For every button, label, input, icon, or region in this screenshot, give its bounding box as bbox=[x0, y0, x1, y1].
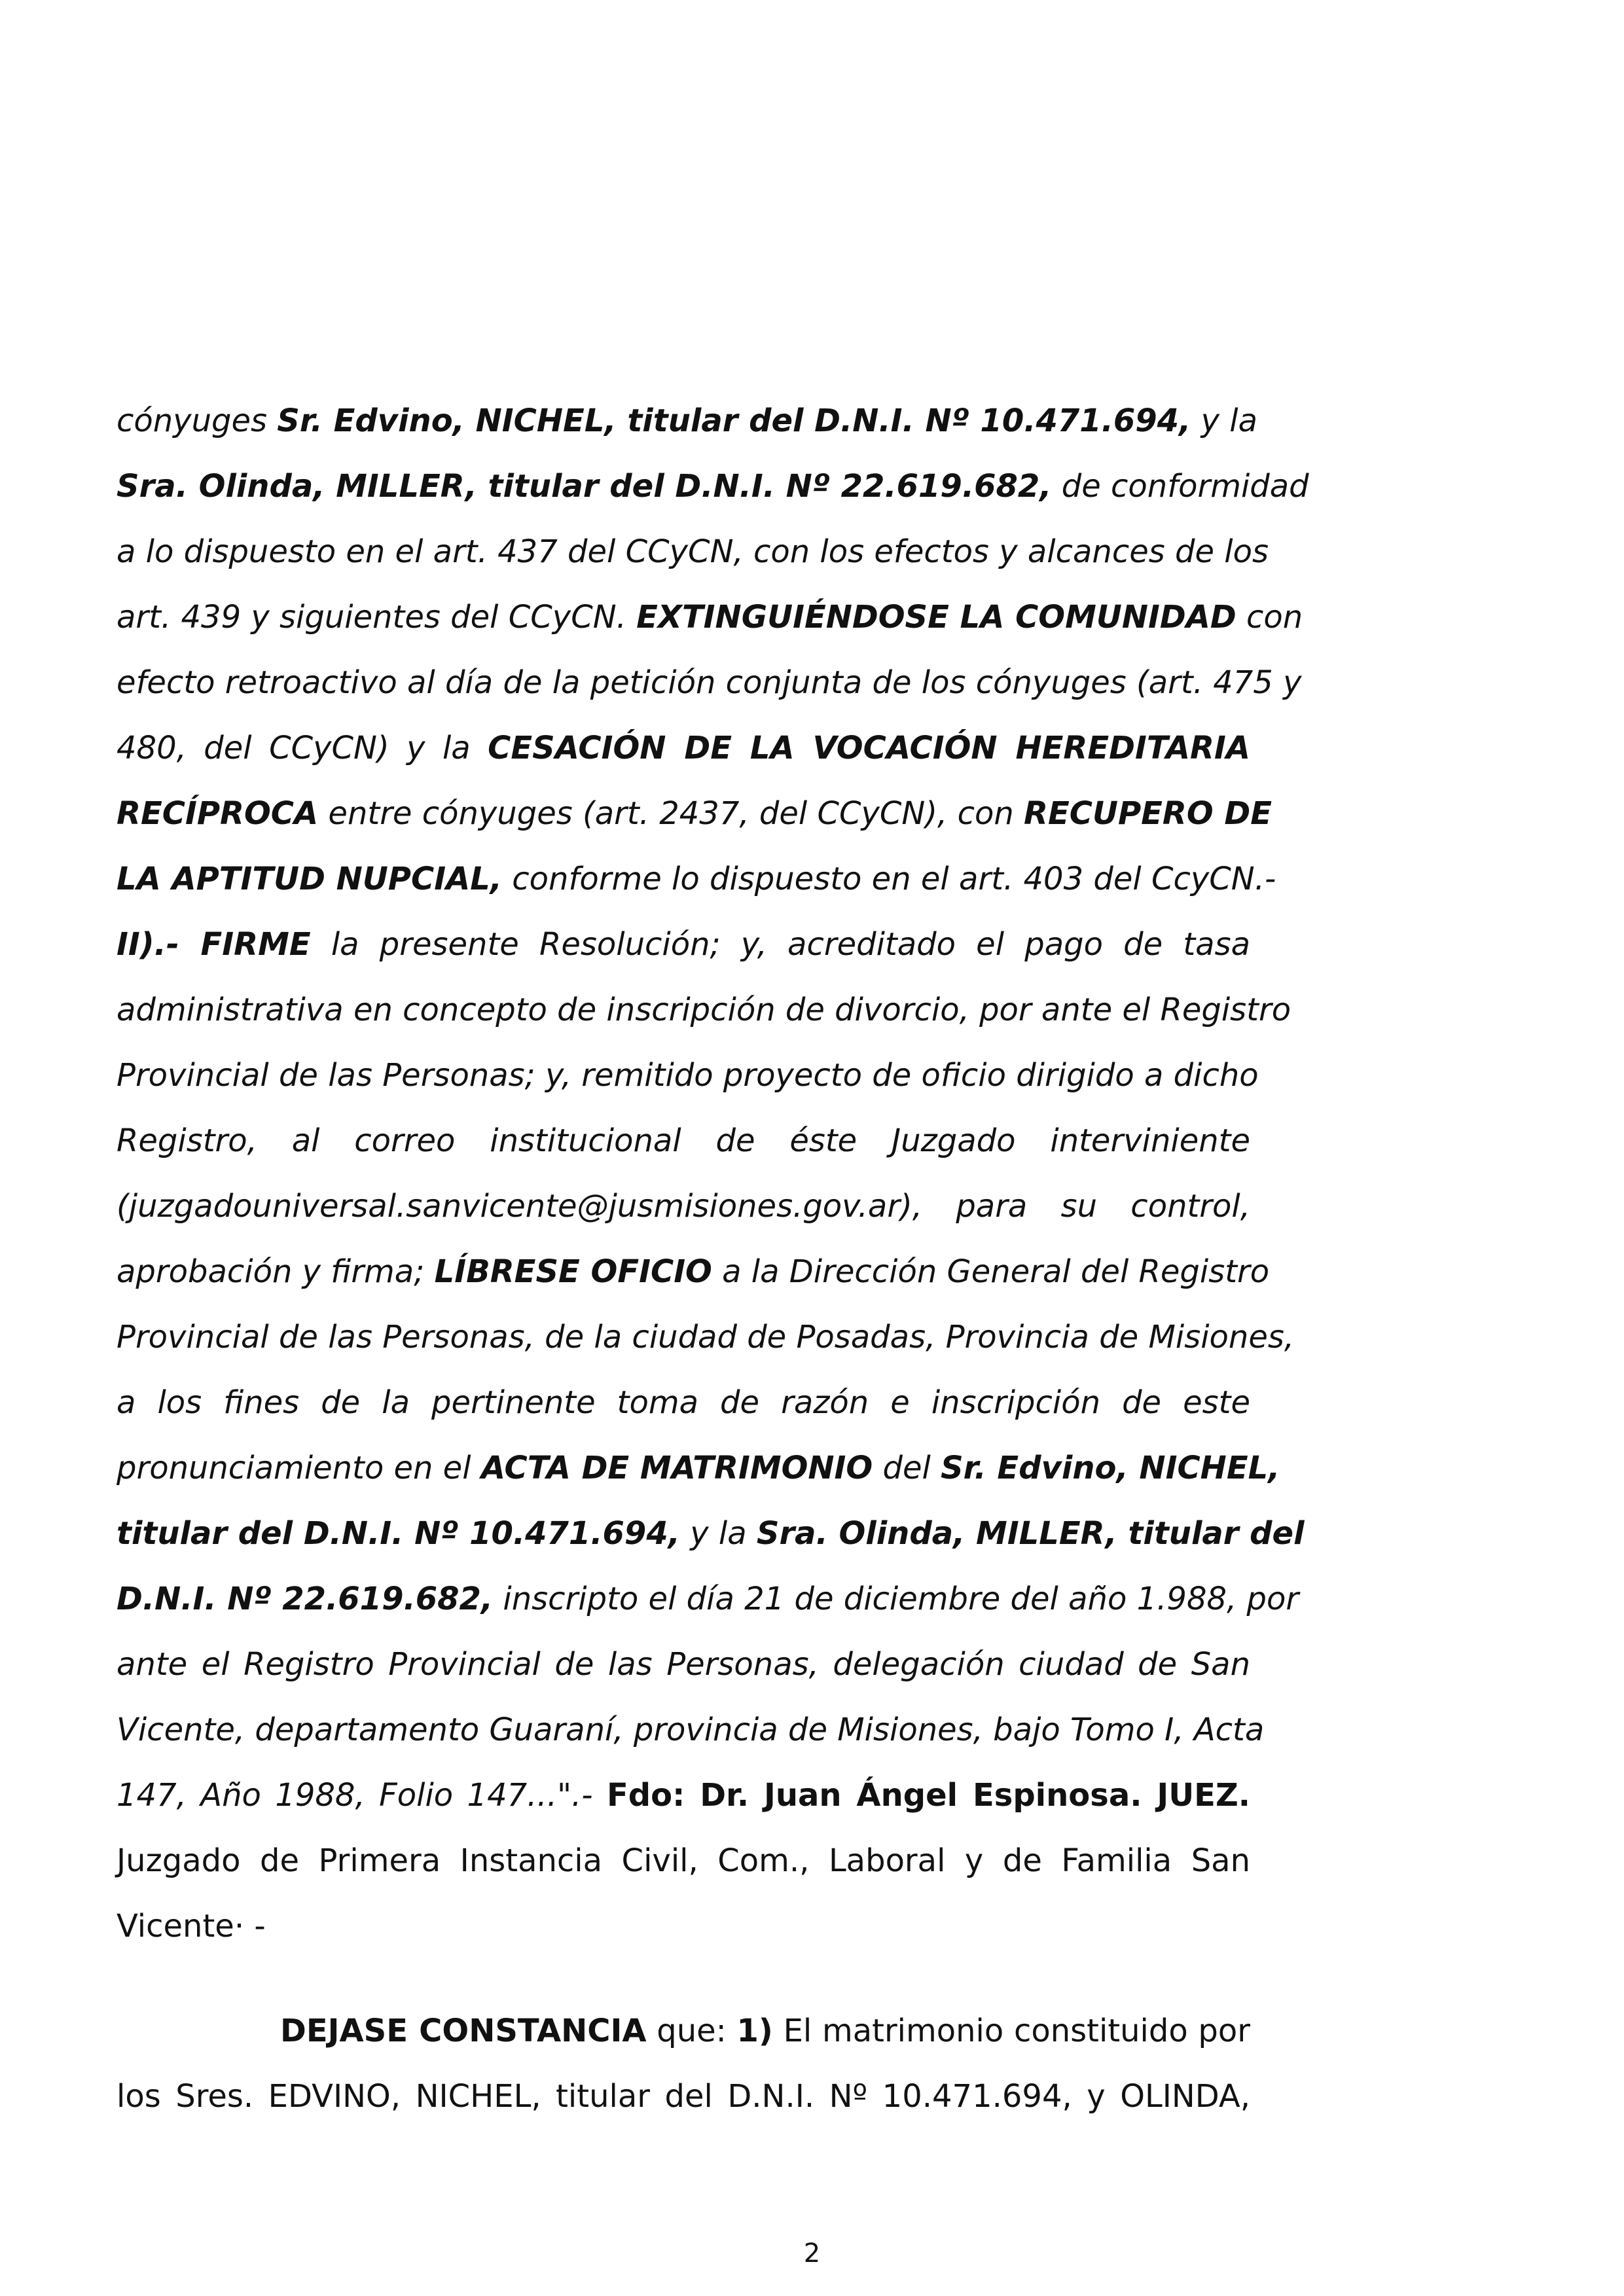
text-run: D.N.I. Nº 22.619.682, bbox=[117, 1581, 494, 1617]
text-run: pronunciamiento en el bbox=[117, 1450, 481, 1486]
text-run: Provincial de las Personas, de la ciudad de Posadas, Provincia de Misiones, bbox=[117, 1319, 1295, 1355]
text-run: 1) bbox=[736, 2013, 773, 2049]
text-line bbox=[117, 1828, 1250, 1893]
text-run: Sra. Olinda, MILLER, titular del bbox=[756, 1515, 1305, 1552]
text-line bbox=[117, 1697, 1265, 1763]
text-line bbox=[117, 1304, 1295, 1370]
text-run: Sr. Edvino, NICHEL, bbox=[941, 1450, 1280, 1486]
text-run: aprobación y firma; bbox=[117, 1253, 435, 1290]
text-run: II).- FIRME bbox=[117, 926, 311, 963]
text-run: cónyuges bbox=[117, 403, 278, 439]
text-line bbox=[117, 1174, 1250, 1239]
text-run: de conformidad bbox=[1051, 468, 1309, 505]
text-line bbox=[117, 1632, 1250, 1697]
text-run: efecto retroactivo al día de la petición conjunta de los cónyuges (art. 475 y bbox=[117, 664, 1302, 701]
text-line bbox=[117, 1501, 1305, 1566]
text-run: 480, del CCyCN) y la bbox=[117, 730, 488, 766]
text-run: Sra. Olinda, MILLER, titular del D.N.I. Nº 22.619.682, bbox=[117, 468, 1052, 505]
text-line bbox=[117, 846, 1276, 912]
text-run: entre cónyuges (art. 2437, del CCyCN), con bbox=[318, 795, 1024, 832]
text-run: Vicente· - bbox=[117, 1908, 266, 1945]
text-run: CESACIÓN DE LA VOCACIÓN HEREDITARIA bbox=[488, 730, 1250, 766]
text-run: Fdo: Dr. Juan Ángel Espinosa. JUEZ. bbox=[607, 1777, 1250, 1814]
text-line bbox=[117, 1566, 1299, 1632]
text-run: (juzgadouniversal.sanvicente@jusmisiones.gov.ar), para su control, bbox=[117, 1188, 1250, 1225]
text-line bbox=[117, 2064, 1250, 2129]
text-line bbox=[117, 1043, 1259, 1108]
text-run: administrativa en concepto de inscripción de divorcio, por ante el Registro bbox=[117, 992, 1291, 1028]
text-run: y la bbox=[679, 1515, 757, 1552]
page-number: 2 bbox=[803, 2238, 821, 2269]
text-run: Juzgado de Primera Instancia Civil, Com., Laboral y de Familia San bbox=[117, 1842, 1250, 1879]
text-run: Sr. Edvino, NICHEL, titular del D.N.I. Nº 10.471.694, bbox=[277, 403, 1191, 439]
text-run: LÍBRESE OFICIO bbox=[434, 1253, 712, 1290]
text-run: RECÍPROCA bbox=[117, 795, 319, 832]
text-line bbox=[117, 454, 1309, 519]
text-line bbox=[117, 1239, 1270, 1304]
text-line bbox=[280, 1998, 1250, 2064]
text-line bbox=[117, 781, 1272, 846]
text-run: art. 439 y siguientes del CCyCN. bbox=[117, 599, 637, 636]
text-line bbox=[117, 388, 1257, 454]
text-run: a la Dirección General del Registro bbox=[712, 1253, 1270, 1290]
text-run: a lo dispuesto en el art. 437 del CCyCN, con los efectos y alcances de los bbox=[117, 533, 1269, 570]
text-line bbox=[117, 584, 1303, 650]
text-run: El matrimonio constituido por bbox=[772, 2013, 1251, 2049]
text-run: Registro, al correo institucional de éste Juzgado interviniente bbox=[117, 1122, 1250, 1159]
text-run: Vicente, departamento Guaraní, provincia de Misiones, bajo Tomo I, Acta bbox=[117, 1712, 1265, 1748]
text-line bbox=[117, 1893, 1250, 1959]
text-line bbox=[117, 1763, 1250, 1828]
text-run: 147, Año 1988, Folio 147...".- bbox=[117, 1777, 607, 1814]
text-run: DEJASE CONSTANCIA bbox=[280, 2013, 647, 2049]
text-run: la presente Resolución; y, acreditado el pago de tasa bbox=[310, 926, 1250, 963]
text-run: los Sres. EDVINO, NICHEL, titular del D.N.I. Nº 10.471.694, y OLINDA, bbox=[117, 2078, 1250, 2115]
text-run: con bbox=[1236, 599, 1303, 636]
text-line bbox=[117, 1370, 1250, 1435]
text-line bbox=[117, 519, 1269, 584]
text-line bbox=[117, 650, 1302, 715]
text-run: Provincial de las Personas; y, remitido proyecto de oficio dirigido a dicho bbox=[117, 1057, 1259, 1094]
text-run: RECUPERO DE bbox=[1024, 795, 1272, 832]
text-line bbox=[117, 715, 1250, 781]
text-run: y la bbox=[1191, 403, 1257, 439]
text-line bbox=[117, 1435, 1280, 1501]
text-run: del bbox=[873, 1450, 941, 1486]
text-run: conforme lo dispuesto en el art. 403 del CcyCN.- bbox=[502, 861, 1276, 897]
text-line bbox=[117, 977, 1291, 1043]
text-run: inscripto el día 21 de diciembre del año 1.988, por bbox=[493, 1581, 1299, 1617]
text-run: a los fines de la pertinente toma de razón e inscripción de este bbox=[117, 1384, 1250, 1421]
text-run: que: bbox=[646, 2013, 737, 2049]
text-run: LA APTITUD NUPCIAL, bbox=[117, 861, 503, 897]
text-line bbox=[117, 912, 1250, 977]
text-run: ante el Registro Provincial de las Personas, delegación ciudad de San bbox=[117, 1646, 1250, 1683]
text-line bbox=[117, 1108, 1250, 1174]
text-run: EXTINGUIÉNDOSE LA COMUNIDAD bbox=[636, 599, 1236, 636]
text-run: titular del D.N.I. Nº 10.471.694, bbox=[117, 1515, 680, 1552]
text-run: ACTA DE MATRIMONIO bbox=[480, 1450, 873, 1486]
